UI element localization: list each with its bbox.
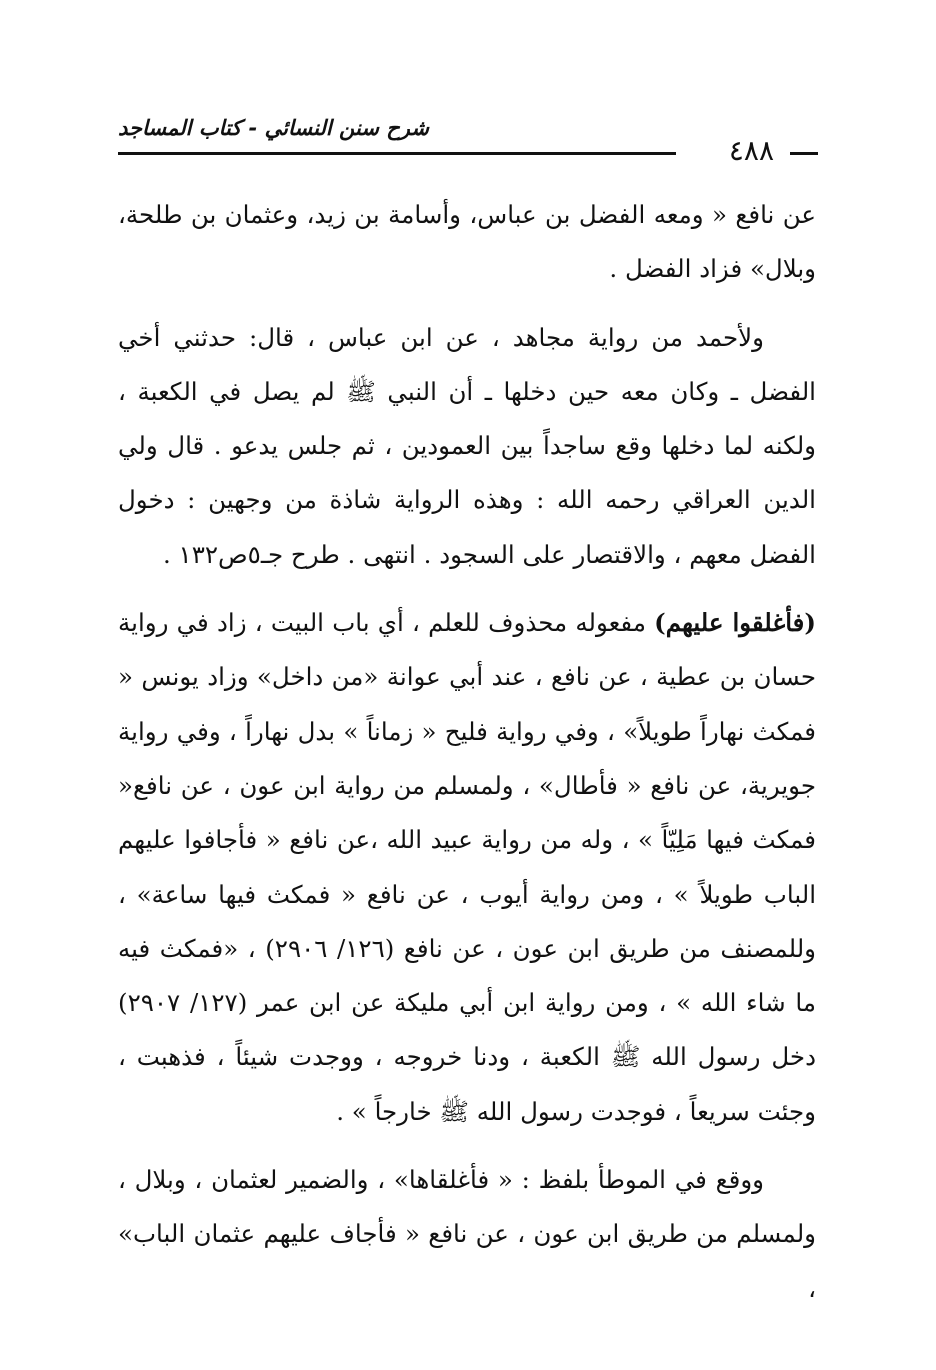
paragraph-2: ولأحمد من رواية مجاهد ، عن ابن عباس ، قال: حدثني أخي الفضل ـ وكان معه حين دخلها ـ أن النبي ﷺ لم يصل في الكعبة ، ولكنه لما دخلها وقع ساجداً بين العمودين ، ثم جلس يدعو . قال ولي الدين العراقي رحمه الله : وهذه الرواية شاذة من وجهين : دخول الفضل معهم ، والاقتصار على السجود . انتهى . طرح جـ٥ص١٣٢ . <box>118 322 816 569</box>
page-header <box>118 112 818 172</box>
body-text <box>118 188 816 1316</box>
running-title: شرح سنن النسائي - كتاب المساجد <box>118 116 429 140</box>
page-number: ٤٨٨ <box>728 134 774 167</box>
paragraph-4: ووقع في الموطأ بلفظ : « فأغلقاها» ، والضمير لعثمان ، وبلال ، ولمسلم من طريق ابن عون ، عن نافع « فأجاف عليهم عثمان الباب» ، <box>118 1165 816 1303</box>
paragraph-1: عن نافع « ومعه الفضل بن عباس، وأسامة بن زيد، وعثمان بن طلحة، وبلال» فزاد الفضل . <box>118 200 816 284</box>
header-rule <box>118 152 676 155</box>
header-rule-short <box>790 152 818 155</box>
paragraph-3-heading: (فأغلقوا عليهم) <box>654 608 816 638</box>
paragraph-3 <box>118 596 816 1139</box>
paragraph-3-text: مفعوله محذوف للعلم ، أي باب البيت ، زاد في رواية حسان بن عطية ، عن نافع ، عند أبي عوانة «من داخل» وزاد يونس « فمكث نهاراً طويلاً» ، وفي رواية فليح « زماناً » بدل نهاراً ، وفي رواية جويرية، عن نافع « فأطال» ، ولمسلم من رواية ابن عون ، عن نافع« فمكث فيها مَلِيّاً » ، وله من رواية عبيد الله ،عن نافع « فأجافوا عليهم الباب طويلاً » ، ومن رواية أيوب ، عن نافع « فمكث فيها ساعة» ، وللمصنف من طريق ابن عون ، عن نافع (١٢٦/ ٢٩٠٦) ، «فمكث فيه ما شاء الله » ، ومن رواية ابن أبي مليكة عن ابن عمر (١٢٧/ ٢٩٠٧) دخل رسول الله ﷺ الكعبة ، ودنا خروجه ، ووجدت شيئاً ، فذهبت ، وجئت سريعاً ، فوجدت رسول الله ﷺ خارجاً » . <box>118 608 817 1126</box>
